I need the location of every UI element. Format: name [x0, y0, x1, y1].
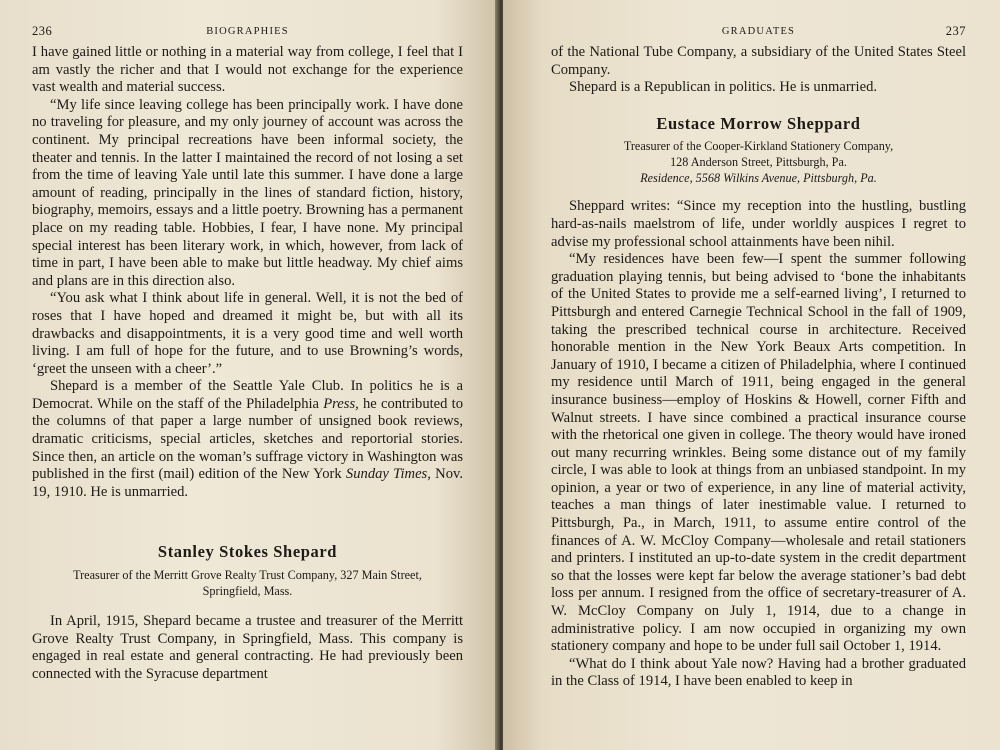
biography-heading: Eustace Morrow Sheppard	[656, 113, 861, 133]
right-running-head	[551, 22, 966, 44]
paragraph: Sheppard writes: “Since my reception into the hustling, bustling hard-as-nails maelstrom of life, under worldly auspices I regret to advise my professional school attainments have been nihil.	[551, 198, 966, 250]
paragraph: “My residences have been few—I spent the summer following graduation playing tennis, but being advised to ‘bone the inhabitants of the United States to provide me a self-earned living’, I returned to Pittsburgh and entered Carnegie Technical School in the fall of 1909, taking the prescribed technical course in architecture. Received honorable mention in the New York Beaux Arts competition. In January of 1910, I became a citizen of Philadelphia, where I continued my residence until March of 1911, being engaged in the general insurance business—employ of Hoskins & Howell, corner Fifth and Walnut streets. I have since combined a practical insurance course with the rhetorical one given in college. The theory would have ironed out many recurring wrinkles. Being some distance out of my family circle, I was able to look at things from an unbiased standpoint. In my opinion, a year or two of experience, in any line of material activity, teaches a man things of later inestimable value. I returned to Pittsburgh, Pa., in March, 1911, to assume entire control of the finances of A. W. McCloy Company—wholesale and retail stationers and printers. I instituted an up-to-date system in the credit department so that the losses were kept far below the average stationer’s bad debt loss per annum. I resigned from the office of secretary-treasurer of A. W. McCloy Company on July 1, 1914, due to a change in administrative policy. I am now occupied in organizing my own stationery company and hope to be under full sail October 1, 1914.	[551, 251, 966, 655]
caption-line: Springfield, Mass.	[202, 584, 293, 599]
right-running-title: GRADUATES	[721, 26, 796, 37]
paragraph: of the National Tube Company, a subsidiary of the United States Steel Company.	[551, 44, 966, 78]
paragraph: In April, 1915, Shepard became a trustee and treasurer of the Merritt Grove Realty Trust Company, in Springfield, Mass. This company is engaged in real estate and general contracting. He had previously been connected with the Syracuse department	[32, 613, 463, 682]
right-page	[503, 0, 1000, 750]
text-run: he contributed to the columns of that paper a large number of unsigned book reviews, dramatic criticisms, special articles, sketches and reportorial stories. Since then, an article on the woman’s suffrage victory in Washington was published in the first (mail) edition of the New York	[32, 395, 463, 483]
biography-caption	[551, 138, 966, 186]
paragraph: “My life since leaving college has been principally work. I have done no traveling for pleasure, and my only journey of account was across the continent. My principal recreations have been informal society, the theater and tennis. In the latter I maintained the record of not losing a set from the time of leaving Yale until late this summer. I have done a large amount of reading, principally in the lines of standard fiction, history, biography, memoirs, essays and a little poetry. Browning has a permanent place on my reading table. Hobbies, I fear, I have none. My principal special interest has been literary work, in which, however, from lack of time in part, I have been able to make but little headway. My chief aims and plans are in this direction also.	[32, 96, 463, 289]
right-page-number: 237	[945, 24, 966, 38]
left-running-head	[32, 22, 463, 44]
biography-caption	[32, 567, 463, 599]
paragraph: “You ask what I think about life in general. Well, it is not the bed of roses that I have hoped and dreamed it might be, but with all its drawbacks and disappointments, it is a very good time and well worth living. I am full of hope for the future, and to use Browning’s words, ‘greet the unseen with a cheer’.”	[32, 290, 463, 377]
biography-heading: Stanley Stokes Shepard	[157, 542, 338, 562]
residence-line: Residence, 5568 Wilkins Avenue, Pittsburgh, Pa.	[640, 171, 877, 186]
left-page-body	[32, 44, 463, 683]
paragraph: I have gained little or nothing in a material way from college, I feel that I am vastly the richer and that I would not exchange for the experience vast wealth and material success.	[32, 44, 463, 96]
caption-line: Treasurer of the Cooper-Kirkland Stationery Company,	[623, 139, 894, 154]
italic-title: Press,	[323, 395, 359, 412]
right-page-body	[551, 44, 966, 691]
text-run: Nov. 19, 1910. He is unmarried.	[32, 466, 463, 500]
left-running-title: BIOGRAPHIES	[206, 26, 289, 37]
left-page-number: 236	[32, 24, 53, 38]
paragraph: “What do I think about Yale now? Having had a brother graduated in the Class of 1914, I have been enabled to keep in	[551, 655, 966, 690]
paragraph	[32, 378, 463, 501]
left-page	[0, 0, 497, 750]
caption-line: Treasurer of the Merritt Grove Realty Trust Company, 327 Main Street,	[73, 568, 422, 583]
paragraph: Shepard is a Republican in politics. He is unmarried.	[569, 79, 878, 96]
caption-line: 128 Anderson Street, Pittsburgh, Pa.	[670, 155, 847, 170]
text-run: Shepard is a member of the Seattle Yale Club. In politics he is a Democrat. While on the staff of the Philadelphia	[32, 378, 463, 412]
italic-title: Sunday Times,	[345, 466, 431, 483]
